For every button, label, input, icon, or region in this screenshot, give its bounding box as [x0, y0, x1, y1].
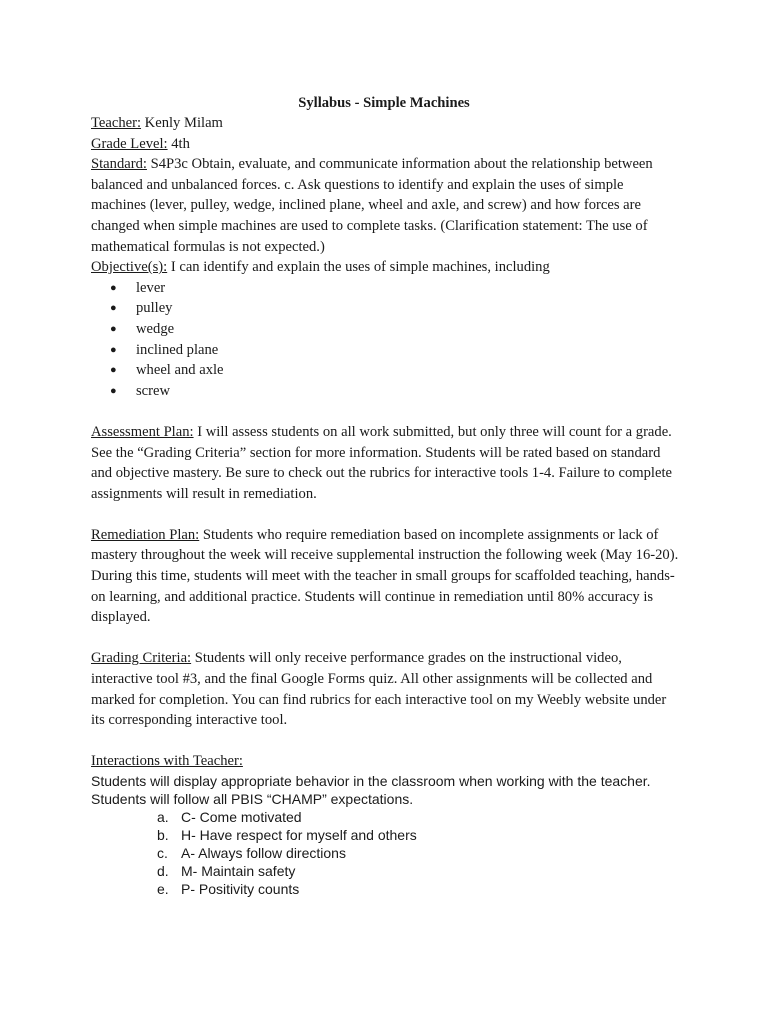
grade-line — [91, 134, 681, 155]
teacher-value: Kenly Milam — [141, 115, 223, 131]
list-item-text: lever — [136, 279, 166, 296]
grading-text: Students will only receive performance grades on the instructional video, interactive tool #3, and the final Google Forms quiz. All other assignments will be collected and marked for completion. You can find rubrics for each interactive tool on my Weebly website under its corresponding interactive tool. — [91, 650, 667, 729]
bullet-icon: ● — [110, 364, 117, 377]
assessment-label: Assessment Plan: — [91, 423, 194, 440]
document-body — [91, 113, 681, 898]
list-marker: c. — [157, 845, 168, 861]
bullet-icon: ● — [110, 322, 117, 335]
list-item-text: P- Positivity counts — [181, 881, 300, 897]
list-item — [91, 319, 681, 340]
bullet-icon: ● — [110, 302, 117, 315]
objective-label: Objective(s): — [91, 259, 168, 276]
spacer — [91, 731, 681, 752]
remediation-text: Students who require remediation based on incomplete assignments or lack of mastery throughout the week will receive supplemental instruction the following week (May 16-20). During this time, students will meet with the teacher in small groups for scaffolded teaching, hands-on learning, and additional practice. Students will continue in remediation until 80% accuracy is displayed. — [91, 526, 679, 626]
champ-list — [91, 808, 681, 898]
list-item-text: pulley — [136, 300, 173, 317]
interactions-line-2: Students will follow all PBIS “CHAMP” expectations. — [91, 791, 414, 807]
standard-text: S4P3c Obtain, evaluate, and communicate information about the relationship between balanced and unbalanced forces. c. Ask questions to identify and explain the uses of simple machines (lever, pulley, wedge, inclined plane, wheel and axle, and screw) and how forces are changed when simple machines are used to complete tasks. (Clarification statement: The use of mathematical formulas is not expected.) — [91, 156, 653, 255]
list-item-text: wheel and axle — [136, 362, 224, 379]
list-item-text: C- Come motivated — [181, 809, 302, 825]
list-item — [91, 278, 681, 299]
list-item — [91, 844, 681, 862]
list-marker: d. — [157, 863, 169, 879]
objective-text: I can identify and explain the uses of simple machines, including — [167, 259, 550, 276]
bullet-icon: ● — [110, 281, 117, 294]
list-marker: a. — [157, 809, 169, 825]
list-marker: e. — [157, 881, 169, 897]
standard-paragraph — [91, 154, 681, 257]
grade-value: 4th — [167, 135, 190, 152]
list-item-text: A- Always follow directions — [181, 845, 346, 861]
objective-line — [91, 257, 681, 278]
grade-label: Grade Level: — [91, 135, 168, 152]
list-item — [91, 880, 681, 898]
spacer — [91, 504, 681, 525]
grading-paragraph — [91, 648, 681, 730]
remediation-label: Remediation Plan: — [91, 526, 200, 543]
interactions-heading — [91, 751, 681, 772]
assessment-text: I will assess students on all work submitted, but only three will count for a grade. See the “Grading Criteria” section for more information. Students will be rated based on standard and objective mastery. Be sure to check out the rubrics for interactive tools 1-4. Failure to complete assignments will result in remediation. — [91, 423, 672, 502]
list-item-text: screw — [136, 382, 171, 399]
interactions-label: Interactions with Teacher: — [91, 753, 243, 770]
assessment-paragraph — [91, 422, 681, 504]
list-item — [91, 826, 681, 844]
list-item — [91, 360, 681, 381]
grading-label: Grading Criteria: — [91, 650, 192, 667]
bullet-icon: ● — [110, 343, 117, 356]
objective-bullet-list — [91, 278, 681, 402]
list-item — [91, 298, 681, 319]
list-item — [91, 862, 681, 880]
list-marker: b. — [157, 827, 169, 843]
list-item-text: wedge — [136, 320, 175, 337]
teacher-label: Teacher: — [91, 115, 142, 131]
standard-label: Standard: — [91, 156, 147, 173]
remediation-paragraph — [91, 525, 681, 628]
page-title: Syllabus - Simple Machines — [298, 95, 470, 111]
bullet-icon: ● — [110, 384, 117, 397]
spacer — [91, 628, 681, 649]
list-item — [91, 808, 681, 826]
list-item-text: inclined plane — [136, 341, 219, 358]
list-item-text: M- Maintain safety — [181, 863, 296, 879]
list-item — [91, 381, 681, 402]
teacher-line — [91, 113, 681, 134]
interactions-line-1: Students will display appropriate behavior in the classroom when working with the teacher. — [91, 773, 651, 789]
list-item — [91, 340, 681, 361]
list-item-text: H- Have respect for myself and others — [181, 827, 417, 843]
spacer — [91, 401, 681, 422]
